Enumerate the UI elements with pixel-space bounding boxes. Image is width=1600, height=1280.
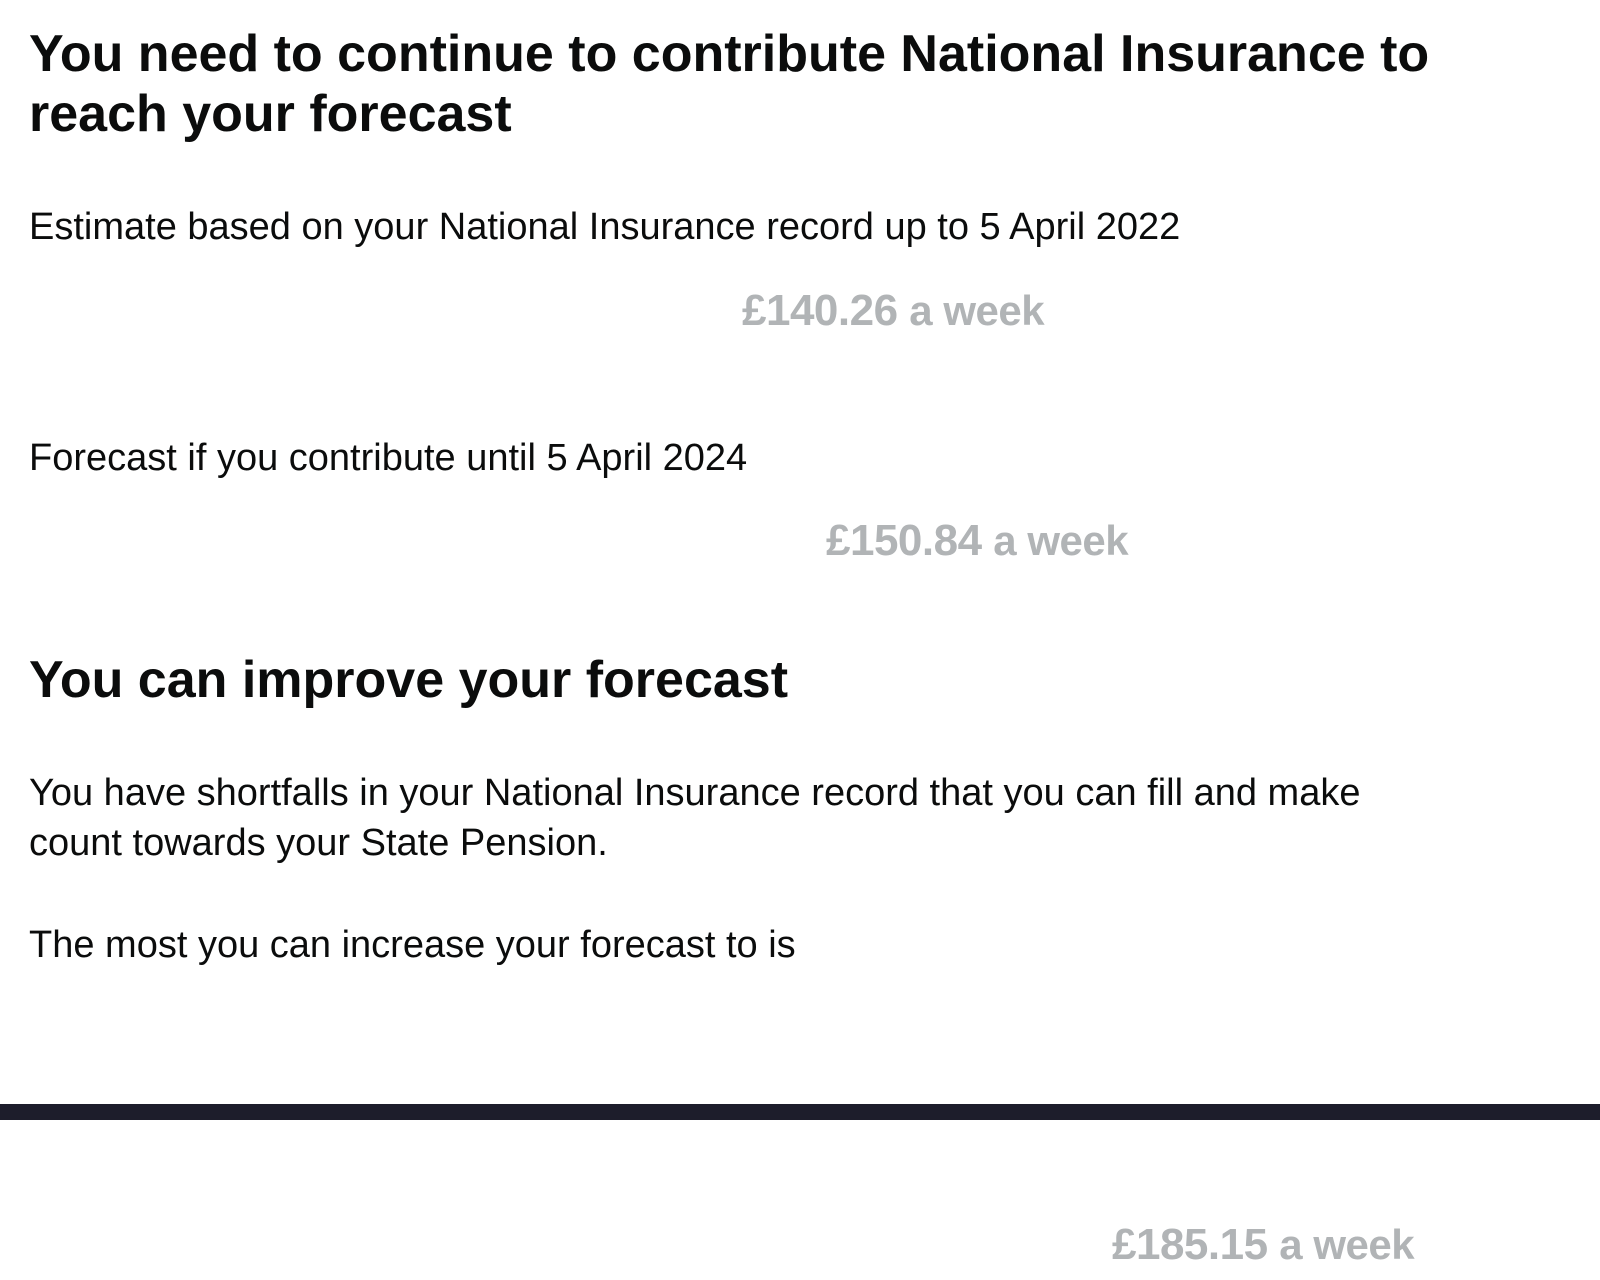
forecast-amount-value: £150.84 bbox=[826, 516, 982, 565]
forecast-amount bbox=[826, 516, 1128, 566]
max-increase-text: The most you can increase your forecast to is bbox=[29, 924, 796, 966]
max-amount-value: £185.15 bbox=[1112, 1220, 1268, 1269]
improve-heading: You can improve your forecast bbox=[29, 651, 789, 709]
estimate-amount-unit: a week bbox=[909, 287, 1045, 334]
estimate-amount bbox=[742, 286, 1044, 336]
estimate-caption: Estimate based on your National Insurance record up to 5 April 2022 bbox=[29, 206, 1181, 248]
forecast-caption: Forecast if you contribute until 5 April 2024 bbox=[29, 437, 748, 479]
shortfall-text: You have shortfalls in your National Insurance record that you can fill and make count towards your State Pension. bbox=[29, 772, 1361, 864]
forecast-amount-unit: a week bbox=[993, 517, 1129, 564]
page-heading: You need to continue to contribute National Insurance to reach your forecast bbox=[29, 25, 1430, 143]
section-divider bbox=[0, 1104, 1600, 1120]
estimate-amount-value: £140.26 bbox=[742, 286, 898, 335]
max-amount bbox=[1112, 1220, 1414, 1270]
max-amount-unit: a week bbox=[1279, 1221, 1415, 1268]
